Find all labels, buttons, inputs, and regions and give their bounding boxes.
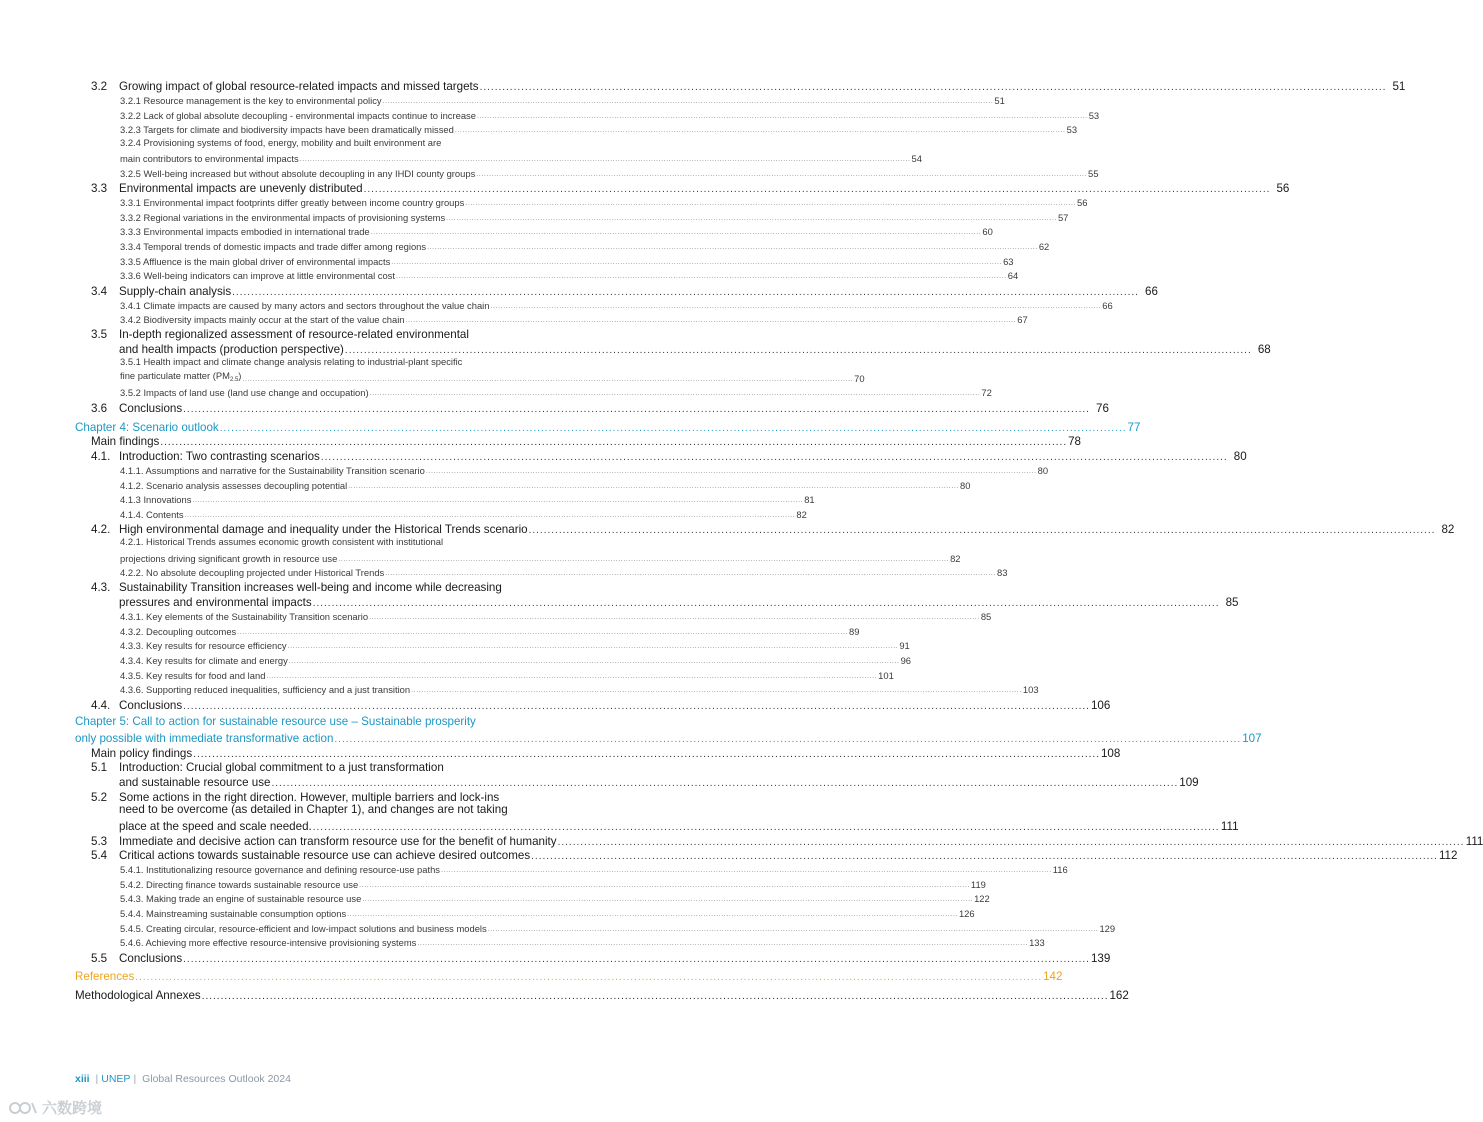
toc-entry[interactable] bbox=[120, 370, 865, 384]
toc-entry-page: 67 bbox=[1017, 313, 1028, 325]
dot-leader bbox=[426, 468, 1037, 475]
dot-leader bbox=[465, 200, 1076, 207]
dot-leader bbox=[488, 926, 1099, 933]
toc-entry[interactable] bbox=[120, 255, 1014, 267]
toc-entry-page: 91 bbox=[899, 639, 910, 651]
toc-entry-page: 53 bbox=[1088, 109, 1100, 121]
watermark-text: 六数跨境 bbox=[42, 1100, 103, 1117]
toc-entry-page: 64 bbox=[1007, 269, 1019, 281]
toc-entry-title: 5.4.1. Institutionalizing resource governance and defining resource-use paths bbox=[120, 863, 440, 875]
toc-entry-title: pressures and environmental impacts bbox=[119, 596, 312, 610]
toc-entry-number: 5.2 bbox=[91, 791, 108, 805]
toc-entry-page: 116 bbox=[1052, 863, 1068, 875]
toc-entry-title: only possible with immediate transformative action bbox=[75, 732, 334, 746]
toc-entry-title: 3.4.1 Climate impacts are caused by many actors and sectors throughout the value chain bbox=[120, 299, 490, 311]
dot-leader bbox=[348, 483, 959, 490]
toc-entry-title: 3.2.1 Resource management is the key to environmental policy bbox=[120, 94, 382, 106]
toc-entry-number: 3.3 bbox=[91, 182, 108, 196]
toc-entry-page: 126 bbox=[958, 907, 975, 919]
dot-leader bbox=[427, 244, 1038, 251]
toc-entry[interactable] bbox=[120, 196, 1088, 208]
toc-entry[interactable] bbox=[120, 269, 1019, 281]
toc-entry-page: 162 bbox=[1109, 989, 1129, 1003]
toc-entry-page: 62 bbox=[1038, 240, 1050, 252]
toc-entry-title: 4.3.4. Key results for climate and energy bbox=[120, 654, 288, 666]
toc-entry-page: 122 bbox=[974, 892, 990, 904]
toc-entry-title: Chapter 4: Scenario outlook bbox=[75, 421, 219, 435]
toc-entry[interactable] bbox=[91, 522, 1455, 537]
toc-entry[interactable] bbox=[91, 848, 1458, 863]
toc-entry-line bbox=[91, 580, 633, 594]
toc-entry-page: 70 bbox=[854, 372, 865, 384]
dot-leader bbox=[476, 171, 1087, 178]
dot-leader bbox=[288, 643, 899, 650]
toc-entry-title: 5.4.6. Achieving more effective resource-intensive provisioning systems bbox=[120, 936, 417, 948]
dot-leader bbox=[345, 346, 1252, 356]
toc-entry[interactable] bbox=[120, 299, 1113, 311]
toc-entry[interactable] bbox=[120, 152, 922, 164]
toc-entry[interactable] bbox=[120, 922, 1116, 934]
toc-entry-title: and health impacts (production perspective) bbox=[119, 343, 344, 357]
dot-leader bbox=[383, 98, 994, 105]
dot-leader bbox=[271, 779, 1178, 789]
toc-entry-page: 60 bbox=[982, 225, 993, 237]
toc-entry-page: 51 bbox=[1392, 80, 1406, 94]
toc-entry[interactable] bbox=[120, 123, 1078, 135]
toc-entry-title: Methodological Annexes bbox=[75, 989, 201, 1003]
toc-entry-title: In-depth regionalized assessment of resource-related environmental bbox=[119, 328, 469, 342]
toc-entry-title: 5.4.4. Mainstreaming sustainable consumption options bbox=[120, 907, 347, 919]
dot-leader bbox=[370, 390, 981, 397]
toc-entry[interactable] bbox=[120, 386, 992, 398]
toc-entry-line: 3.2.4 Provisioning systems of food, energy, mobility and built environment are bbox=[120, 137, 442, 148]
toc-entry[interactable] bbox=[91, 401, 1109, 416]
footer-publication-title: Global Resources Outlook 2024 bbox=[142, 1073, 291, 1085]
toc-entry[interactable] bbox=[75, 988, 1129, 1003]
toc-entry[interactable] bbox=[120, 479, 971, 491]
toc-entry-line bbox=[91, 760, 633, 774]
toc-entry[interactable] bbox=[120, 907, 975, 919]
toc-entry-title: Conclusions bbox=[119, 402, 183, 416]
toc-entry-page: 85 bbox=[980, 610, 992, 622]
toc-entry-page: 57 bbox=[1057, 211, 1069, 223]
toc-entry-page: 139 bbox=[1090, 952, 1111, 966]
toc-entry[interactable] bbox=[120, 211, 1069, 223]
toc-entry-title: Sustainability Transition increases well-being and income while decreasing bbox=[119, 581, 502, 595]
dot-leader bbox=[455, 127, 1066, 134]
toc-entry-page: 55 bbox=[1088, 167, 1099, 179]
toc-entry-page: 66 bbox=[1102, 299, 1113, 311]
dot-leader bbox=[362, 896, 973, 903]
toc-entry-title: 4.3.3. Key results for resource efficiency bbox=[120, 639, 287, 651]
dot-leader bbox=[490, 303, 1101, 310]
dot-leader bbox=[364, 185, 1271, 195]
toc-entry-title: main contributors to environmental impacts bbox=[120, 152, 299, 164]
toc-entry-title: 4.1.2. Scenario analysis assesses decoupling potential bbox=[120, 479, 348, 491]
toc-entry[interactable] bbox=[91, 449, 1247, 464]
toc-entry[interactable] bbox=[75, 420, 1141, 435]
toc-entry-number: 4.3. bbox=[91, 581, 111, 595]
toc-entry-page: 54 bbox=[911, 152, 922, 164]
toc-entry-page: 66 bbox=[1145, 285, 1158, 299]
toc-entry-page: 56 bbox=[1077, 196, 1088, 208]
watermark-logo-icon bbox=[8, 1099, 38, 1117]
toc-entry-page: 106 bbox=[1090, 699, 1111, 713]
toc-entry-page: 129 bbox=[1099, 922, 1116, 934]
toc-entry[interactable] bbox=[91, 775, 1199, 790]
dot-leader bbox=[321, 453, 1228, 463]
dot-leader bbox=[135, 973, 1042, 983]
toc-entry-title: 3.3.6 Well-being indicators can improve at little environmental cost bbox=[120, 269, 395, 281]
dot-leader bbox=[300, 156, 911, 163]
toc-entry[interactable] bbox=[91, 434, 1082, 449]
toc-entry-page: 103 bbox=[1022, 683, 1039, 695]
toc-entry-title: 4.3.1. Key elements of the Sustainability Transition scenario bbox=[120, 610, 369, 622]
toc-entry[interactable] bbox=[120, 464, 1049, 476]
dot-leader bbox=[480, 83, 1387, 93]
toc-entry-title: 3.3.4 Temporal trends of domestic impacts and trade differ among regions bbox=[120, 240, 427, 252]
dot-leader bbox=[529, 526, 1436, 536]
toc-entry-page: 82 bbox=[950, 552, 961, 564]
dot-leader bbox=[371, 229, 982, 236]
dot-leader bbox=[202, 992, 1109, 1002]
toc-entry-title: place at the speed and scale needed. bbox=[119, 820, 312, 834]
toc-entry-title: Main policy findings bbox=[91, 747, 193, 761]
toc-entry-title: 3.5.2 Impacts of land use (land use change and occupation) bbox=[120, 386, 369, 398]
toc-entry-number: 5.5 bbox=[91, 952, 108, 966]
toc-entry-title: 4.3.5. Key results for food and land bbox=[120, 669, 266, 681]
toc-entry-title: 4.1.4. Contents bbox=[120, 508, 184, 520]
dot-leader bbox=[406, 317, 1017, 324]
toc-entry-title: and sustainable resource use bbox=[119, 776, 271, 790]
toc-entry[interactable] bbox=[120, 654, 911, 666]
toc-entry-title: 3.3.1 Environmental impact footprints differ greatly between income country groups bbox=[120, 196, 465, 208]
dot-leader bbox=[369, 614, 980, 621]
toc-entry-page: 133 bbox=[1029, 936, 1045, 948]
toc-entry[interactable] bbox=[120, 493, 815, 505]
toc-entry[interactable] bbox=[91, 79, 1406, 94]
dot-leader bbox=[417, 940, 1028, 947]
toc-entry[interactable] bbox=[120, 683, 1039, 695]
dot-leader bbox=[242, 376, 853, 383]
toc-entry-subscript: 2.5 bbox=[229, 377, 239, 383]
toc-entry-title: High environmental damage and inequality under the Historical Trends scenario bbox=[119, 523, 528, 537]
toc-entry[interactable] bbox=[120, 878, 986, 890]
dot-leader bbox=[477, 113, 1088, 120]
toc-entry-page: 80 bbox=[1233, 450, 1247, 464]
toc-entry-number: 5.3 bbox=[91, 835, 108, 849]
toc-entry-page: 96 bbox=[900, 654, 911, 666]
toc-entry[interactable] bbox=[91, 951, 1111, 966]
watermark bbox=[8, 1097, 102, 1118]
toc-entry[interactable] bbox=[120, 94, 1005, 106]
toc-entry-title: Critical actions towards sustainable resource use can achieve desired outcomes bbox=[119, 849, 531, 863]
dot-leader bbox=[396, 273, 1007, 280]
dot-leader bbox=[313, 599, 1220, 609]
toc-entry[interactable] bbox=[91, 819, 1239, 834]
dot-leader bbox=[183, 955, 1090, 965]
dot-leader bbox=[411, 687, 1022, 694]
toc-entry-title: 5.4.5. Creating circular, resource-efficient and low-impact solutions and business models bbox=[120, 922, 487, 934]
dot-leader bbox=[192, 497, 803, 504]
toc-entry-title: 3.2.5 Well-being increased but without absolute decoupling in any IHDI county groups bbox=[120, 167, 476, 179]
toc-entry-title bbox=[120, 371, 241, 383]
footer-organization: UNEP bbox=[101, 1073, 131, 1085]
dot-leader bbox=[185, 512, 796, 519]
toc-entry-page: 83 bbox=[997, 566, 1008, 578]
dot-leader bbox=[183, 405, 1090, 415]
toc-entry[interactable] bbox=[120, 167, 1099, 179]
dot-leader bbox=[193, 750, 1100, 760]
toc-entry[interactable] bbox=[120, 892, 990, 904]
toc-entry-line: 3.5.1 Health impact and climate change analysis relating to industrial-plant specific bbox=[120, 356, 463, 367]
dot-leader bbox=[391, 259, 1002, 266]
dot-leader bbox=[160, 438, 1067, 448]
toc-entry-page: 68 bbox=[1257, 343, 1271, 357]
toc-entry-line: 4.2.1. Historical Trends assumes economic growth consistent with institutional bbox=[120, 536, 444, 547]
toc-entry-line: need to be overcome (as detailed in Chapter 1), and changes are not taking bbox=[119, 803, 508, 816]
toc-entry-page: 80 bbox=[960, 479, 971, 491]
toc-entry-title: 4.1.3 Innovations bbox=[120, 493, 192, 505]
toc-entry-title: 3.3.2 Regional variations in the environmental impacts of provisioning systems bbox=[120, 211, 446, 223]
toc-entry-page: 85 bbox=[1225, 596, 1239, 610]
toc-entry-number: 3.6 bbox=[91, 402, 108, 416]
dot-leader bbox=[289, 658, 900, 665]
toc-entry-title: Some actions in the right direction. However, multiple barriers and lock-ins bbox=[119, 791, 500, 805]
toc-entry-number: 5.4 bbox=[91, 849, 108, 863]
toc-entry-title: 4.3.2. Decoupling outcomes bbox=[120, 625, 237, 637]
toc-entry[interactable] bbox=[75, 731, 1262, 746]
toc-entry[interactable] bbox=[120, 863, 1068, 875]
toc-entry-title-part: fine particulate matter (PM bbox=[120, 370, 230, 381]
toc-entry-title: 3.2.2 Lack of global absolute decoupling - environmental impacts continue to increase bbox=[120, 109, 476, 121]
dot-leader bbox=[237, 629, 848, 636]
toc-entry-line: Chapter 5: Call to action for sustainable resource use – Sustainable prosperity bbox=[75, 715, 476, 728]
toc-entry-title: 3.3.3 Environmental impacts embodied in international trade bbox=[120, 225, 370, 237]
footer-separator: | bbox=[133, 1073, 137, 1085]
toc-entry-page: 53 bbox=[1066, 123, 1078, 135]
toc-entry-title: 4.3.6. Supporting reduced inequalities, sufficiency and a just transition bbox=[120, 683, 411, 695]
toc-entry[interactable] bbox=[91, 181, 1290, 196]
toc-entry-number: 4.1. bbox=[91, 450, 111, 464]
toc-entry-page: 112 bbox=[1438, 849, 1458, 863]
toc-entry-number: 4.2. bbox=[91, 523, 111, 537]
dot-leader bbox=[220, 424, 1127, 434]
toc-entry[interactable] bbox=[91, 834, 1483, 849]
toc-entry[interactable] bbox=[91, 595, 1239, 610]
toc-entry-page: 108 bbox=[1100, 747, 1121, 761]
toc-entry-page: 77 bbox=[1127, 421, 1141, 435]
toc-entry[interactable] bbox=[75, 969, 1063, 984]
toc-entry[interactable] bbox=[120, 313, 1028, 325]
dot-leader bbox=[183, 702, 1090, 712]
toc-entry-page: 89 bbox=[848, 625, 860, 637]
toc-entry-page: 56 bbox=[1276, 182, 1290, 196]
toc-entry-title: Conclusions bbox=[119, 952, 183, 966]
toc-entry-title: 4.2.2. No absolute decoupling projected under Historical Trends bbox=[120, 566, 385, 578]
toc-entry-title: References bbox=[75, 970, 135, 984]
toc-entry[interactable] bbox=[120, 552, 961, 564]
toc-entry-title: Introduction: Crucial global commitment to a just transformation bbox=[119, 761, 444, 775]
toc-entry[interactable] bbox=[120, 639, 910, 651]
toc-entry-title: Supply-chain analysis bbox=[119, 285, 232, 299]
toc-entry-page: 63 bbox=[1003, 255, 1014, 267]
toc-entry-title: 5.4.2. Directing finance towards sustainable resource use bbox=[120, 878, 359, 890]
toc-entry[interactable] bbox=[91, 342, 1271, 357]
dot-leader bbox=[338, 556, 949, 563]
toc-entry-page: 51 bbox=[994, 94, 1005, 106]
toc-entry-title: Introduction: Two contrasting scenarios bbox=[119, 450, 320, 464]
toc-entry-page: 80 bbox=[1037, 464, 1049, 476]
toc-entry-title: Immediate and decisive action can transform resource use for the benefit of humanity bbox=[119, 835, 557, 849]
dot-leader bbox=[334, 735, 1241, 745]
toc-entry[interactable] bbox=[91, 698, 1111, 713]
toc-entry-page: 81 bbox=[804, 493, 815, 505]
dot-leader bbox=[266, 673, 877, 680]
toc-entry-title: Conclusions bbox=[119, 699, 183, 713]
toc-entry-page: 119 bbox=[970, 878, 986, 890]
toc-entry-page: 76 bbox=[1096, 402, 1109, 416]
toc-entry-page: 82 bbox=[796, 508, 807, 520]
toc-entry-title: 5.4.3. Making trade an engine of sustainable resource use bbox=[120, 892, 362, 904]
toc-entry-page: 111 bbox=[1465, 835, 1483, 849]
dot-leader bbox=[446, 215, 1057, 222]
toc-entry[interactable] bbox=[91, 284, 1158, 299]
toc-entry[interactable] bbox=[120, 225, 993, 237]
dot-leader bbox=[347, 911, 958, 918]
toc-entry[interactable] bbox=[91, 746, 1121, 761]
toc-entry-page: 142 bbox=[1043, 970, 1063, 984]
toc-entry-title: Growing impact of global resource-related impacts and missed targets bbox=[119, 80, 479, 94]
toc-entry-page: 72 bbox=[981, 386, 992, 398]
toc-entry-page: 109 bbox=[1179, 776, 1199, 790]
toc-entry-page: 101 bbox=[878, 669, 894, 681]
toc-entry-title: Environmental impacts are unevenly distributed bbox=[119, 182, 363, 196]
toc-entry-title: projections driving significant growth in resource use bbox=[120, 552, 338, 564]
toc-entry-page: 107 bbox=[1242, 732, 1262, 746]
dot-leader bbox=[441, 867, 1052, 874]
toc-entry-page: 82 bbox=[1441, 523, 1455, 537]
footer-separator: | bbox=[95, 1073, 99, 1085]
footer-page-number: xiii bbox=[75, 1073, 90, 1085]
toc-entry[interactable] bbox=[120, 936, 1045, 948]
toc-entry-number: 3.2 bbox=[91, 80, 108, 94]
dot-leader bbox=[313, 823, 1220, 833]
toc-entry-number: 4.4. bbox=[91, 699, 111, 713]
toc-entry-number: 3.5 bbox=[91, 328, 108, 342]
toc-entry[interactable] bbox=[120, 240, 1050, 252]
page-footer bbox=[75, 1073, 291, 1085]
toc-entry-number: 3.4 bbox=[91, 285, 108, 299]
toc-entry-line bbox=[91, 790, 633, 804]
toc-entry[interactable] bbox=[120, 566, 1008, 578]
dot-leader bbox=[359, 882, 970, 889]
toc-entry-number: 5.1 bbox=[91, 761, 108, 775]
toc-entry-line bbox=[91, 327, 633, 341]
toc-entry-page: 78 bbox=[1068, 435, 1082, 449]
toc-entry[interactable] bbox=[120, 625, 860, 637]
dot-leader bbox=[232, 288, 1139, 298]
toc-entry[interactable] bbox=[120, 610, 992, 622]
dot-leader bbox=[558, 838, 1465, 848]
toc-entry[interactable] bbox=[120, 669, 894, 681]
toc-entry-title: 3.3.5 Affluence is the main global driver of environmental impacts bbox=[120, 255, 391, 267]
toc-entry-title: 4.1.1. Assumptions and narrative for the Sustainability Transition scenario bbox=[120, 464, 425, 476]
toc-entry-page: 111 bbox=[1220, 820, 1239, 834]
toc-entry-title: 3.2.3 Targets for climate and biodiversity impacts have been dramatically missed bbox=[120, 123, 454, 135]
dot-leader bbox=[531, 852, 1438, 862]
toc-entry-title-part: ) bbox=[238, 370, 242, 381]
toc-entry[interactable] bbox=[120, 109, 1100, 121]
toc-entry-title: 3.4.2 Biodiversity impacts mainly occur at the start of the value chain bbox=[120, 313, 405, 325]
dot-leader bbox=[385, 570, 996, 577]
toc-entry[interactable] bbox=[120, 508, 807, 520]
toc-entry-title: Main findings bbox=[91, 435, 160, 449]
